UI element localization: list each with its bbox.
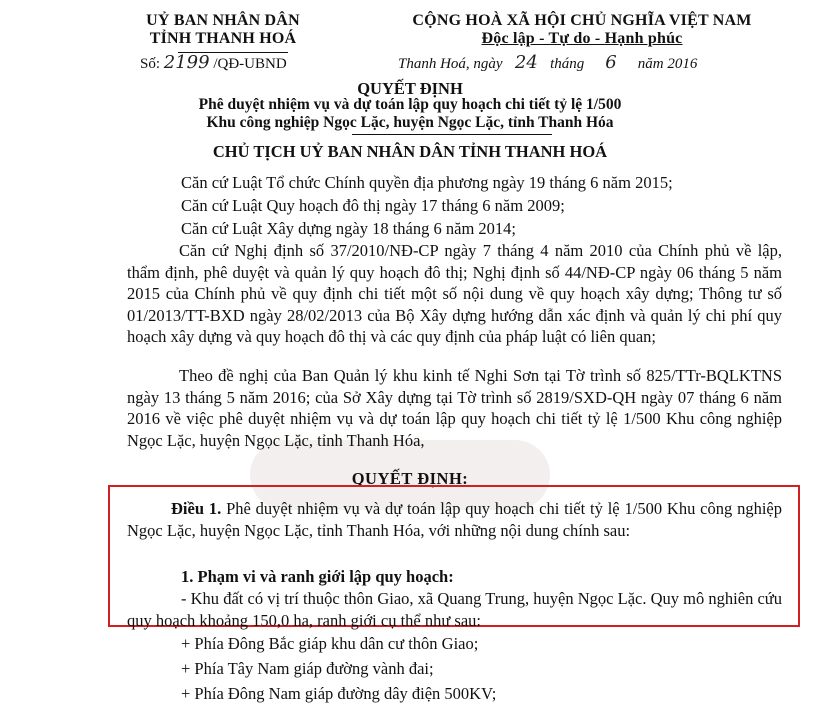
number-handwritten: 2199 [163, 52, 210, 73]
legal-basis-3: Căn cứ Luật Xây dựng ngày 18 tháng 6 năm 2014; [181, 219, 516, 238]
date-year: năm 2016 [637, 56, 698, 72]
article1-paragraph [127, 498, 782, 541]
article1-text: Phê duyệt nhiệm vụ và dự toán lập quy hoạch chi tiết tỷ lệ 1/500 Khu công nghiệp Ngọc Lặc, huyện Ngọc Lặc, tỉnh Thanh Hóa, với những nội dung chính sau: [127, 499, 782, 540]
number-suffix: /QĐ-UBND [213, 56, 287, 72]
proposal-paragraph-text: Theo đề nghị của Ban Quản lý khu kinh tế Nghi Sơn tại Tờ trình số 825/TTr-BQLKTNS ngày 13 tháng 5 năm 2016; của Sở Xây dựng tại Tờ trình số 2819/SXD-QH ngày 07 tháng 6 năm 2016 về việc phê duyệt nhiệm vụ và dự toán lập quy hoạch chi tiết tỷ lệ 1/500 Khu công nghiệp Ngọc Lặc, huyện Ngọc Lặc, tỉnh Thanh Hóa, [127, 366, 782, 450]
title-line2: Khu công nghiệp Ngọc Lặc, huyện Ngọc Lặc, tỉnh Thanh Hóa [206, 114, 614, 131]
date-month: 6 [605, 52, 617, 73]
document-number [140, 52, 287, 73]
issuing-authority: CHỦ TỊCH UỶ BAN NHÂN DÂN TỈNH THANH HOÁ [212, 142, 608, 161]
boundary-northeast: + Phía Đông Bắc giáp khu dân cư thôn Giao; [181, 634, 479, 653]
date-month-label: tháng [550, 56, 585, 72]
legal-basis-1: Căn cứ Luật Tổ chức Chính quyền địa phương ngày 19 tháng 6 năm 2015; [181, 173, 673, 192]
number-prefix: Số: [140, 56, 161, 72]
proposal-paragraph [127, 365, 782, 451]
date-prefix: Thanh Hoá, ngày [398, 56, 503, 72]
document-title: QUYẾT ĐỊNH [357, 79, 463, 98]
legal-basis-2: Căn cứ Luật Quy hoạch đô thị ngày 17 tháng 6 năm 2009; [181, 196, 565, 215]
title-underline [352, 134, 552, 135]
country-name: CỘNG HOÀ XÃ HỘI CHỦ NGHĨA VIỆT NAM [412, 12, 752, 29]
org-name-line1: UỶ BAN NHÂN DÂN [146, 12, 300, 29]
section1-paragraph [127, 588, 782, 631]
section1-title: 1. Phạm vi và ranh giới lập quy hoạch: [181, 567, 454, 586]
date-day: 24 [514, 52, 538, 73]
decree-paragraph-text: Căn cứ Nghị định số 37/2010/NĐ-CP ngày 7 tháng 4 năm 2010 của Chính phủ về lập, thẩm định, phê duyệt và quản lý quy hoạch đô thị; Nghị định số 44/NĐ-CP ngày 06 tháng 5 năm 2015 của Chính phủ về quy định chi tiết một số nội dung về quy hoạch xây dựng; Thông tư số 01/2013/TT-BXD ngày 28/02/2013 của Bộ Xây dựng hướng dẫn xác định và quản lý chi phí quy hoạch xây dựng và quy hoạch đô thị và các quy định của pháp luật có liên quan; [127, 241, 782, 346]
org-name-line2 [118, 30, 328, 48]
national-motto: Độc lập - Tự do - Hạnh phúc [481, 30, 683, 47]
decision-heading: QUYẾT ĐỊNH: [351, 469, 469, 488]
title-line1: Phê duyệt nhiệm vụ và dự toán lập quy hoạch chi tiết tỷ lệ 1/500 [198, 96, 622, 113]
article1-label: Điều 1. [171, 499, 222, 518]
boundary-southeast: + Phía Đông Nam giáp đường dây điện 500KV; [181, 684, 497, 703]
issue-date [398, 52, 697, 73]
section1-text: - Khu đất có vị trí thuộc thôn Giao, xã Quang Trung, huyện Ngọc Lặc. Quy mô nghiên cứu quy hoạch khoảng 150,0 ha, ranh giới cụ thể như sau: [127, 589, 782, 630]
org-name-line2-text: TỈNH THANH HOÁ [149, 30, 297, 47]
decree-paragraph [127, 240, 782, 348]
boundary-southwest: + Phía Tây Nam giáp đường vành đai; [181, 659, 434, 678]
